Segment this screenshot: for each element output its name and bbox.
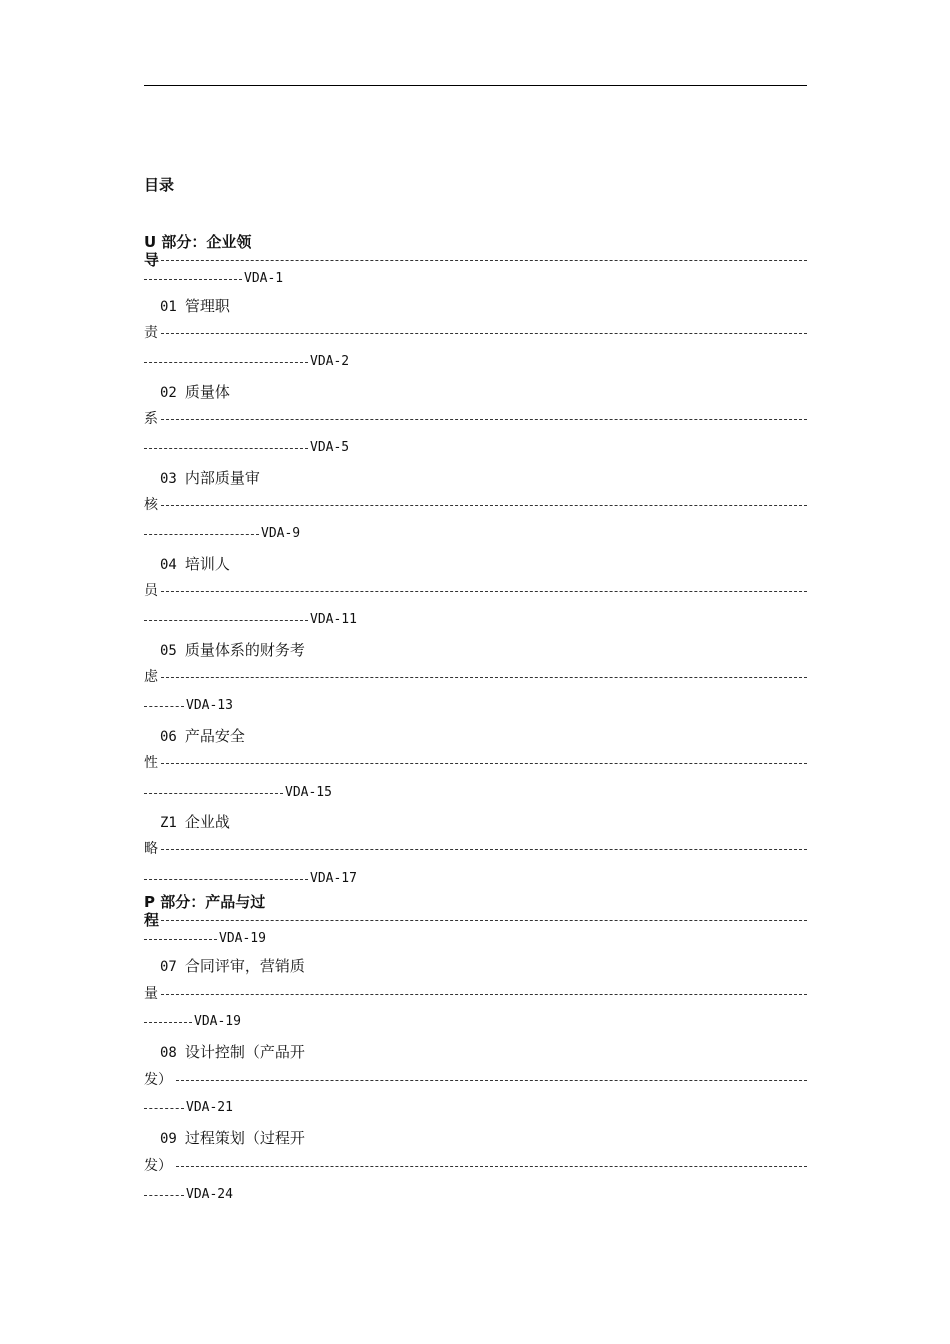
entry-title-wrap: 员 [144, 583, 158, 599]
dot-leader [144, 939, 217, 940]
page-ref: VDA-1 [244, 271, 284, 286]
entry-06-leader-row [144, 754, 807, 772]
dot-leader [161, 505, 807, 506]
entry-number: Z1 [160, 815, 177, 831]
entry-title-wrap: 责 [144, 325, 158, 341]
entry-09-leader-row [144, 1157, 807, 1175]
entry-03-page-row[interactable] [144, 526, 300, 542]
entry-title-wrap: 发） [144, 1158, 172, 1174]
dot-leader [176, 1080, 807, 1081]
entry-number: 02 [160, 385, 177, 401]
dot-leader [144, 793, 283, 794]
entry-title: 合同评审，营销质 [184, 957, 305, 975]
entry-09-page-row[interactable] [144, 1187, 233, 1203]
toc-entry-02[interactable] [160, 381, 230, 402]
page-ref: VDA-11 [310, 612, 357, 627]
entry-title: 培训人 [184, 555, 230, 573]
dot-leader [161, 419, 807, 420]
toc-entry-09[interactable] [160, 1127, 305, 1148]
toc-entry-08[interactable] [160, 1041, 305, 1062]
entry-z1-page-row[interactable] [144, 871, 357, 887]
dot-leader [176, 1166, 807, 1167]
entry-04-leader-row [144, 582, 807, 600]
entry-number: 09 [160, 1131, 177, 1147]
page-ref: VDA-24 [186, 1187, 233, 1202]
entry-title: 管理职 [184, 297, 230, 315]
entry-number: 08 [160, 1045, 177, 1061]
dot-leader [144, 534, 259, 535]
toc-entry-05[interactable] [160, 639, 305, 660]
entry-title-wrap: 性 [144, 755, 158, 771]
page-ref: VDA-15 [285, 785, 332, 800]
dot-leader [161, 994, 807, 995]
toc-title: 目录 [144, 176, 175, 194]
page-ref: VDA-21 [186, 1100, 233, 1115]
entry-title: 设计控制（产品开 [184, 1043, 305, 1061]
entry-05-leader-row [144, 668, 807, 686]
entry-08-leader-row [144, 1071, 807, 1089]
entry-title: 过程策划（过程开 [184, 1129, 305, 1147]
dot-leader [144, 1022, 192, 1023]
page-ref: VDA-13 [186, 698, 233, 713]
dot-leader [161, 677, 807, 678]
entry-title-wrap: 系 [144, 411, 158, 427]
entry-title-wrap: 量 [144, 986, 158, 1002]
toc-entry-z1[interactable] [160, 811, 230, 832]
entry-07-leader-row [144, 985, 807, 1003]
page-ref: VDA-2 [310, 354, 350, 369]
entry-title-wrap: 核 [144, 497, 158, 513]
dot-leader [144, 1108, 184, 1109]
header-rule [144, 85, 807, 86]
section-p-heading-wrap: 程 [144, 911, 160, 929]
dot-leader [144, 448, 308, 449]
section-p-leader-row [144, 911, 807, 930]
entry-z1-leader-row [144, 840, 807, 858]
entry-01-page-row[interactable] [144, 354, 349, 370]
entry-number: 03 [160, 471, 177, 487]
entry-title-wrap: 虑 [144, 669, 158, 685]
dot-leader [161, 591, 807, 592]
dot-leader [144, 279, 242, 280]
section-u-heading-wrap: 导 [144, 251, 160, 269]
toc-entry-03[interactable] [160, 467, 260, 488]
section-p-page-row[interactable] [144, 931, 266, 947]
toc-entry-04[interactable] [160, 553, 230, 574]
section-u-leader-row [144, 251, 807, 270]
page-ref: VDA-17 [310, 871, 357, 886]
dot-leader [144, 362, 308, 363]
dot-leader [161, 920, 807, 921]
entry-title: 企业战 [184, 813, 230, 831]
dot-leader [161, 333, 807, 334]
section-heading-u: U 部分：企业领 [144, 233, 252, 251]
entry-title-wrap: 发） [144, 1072, 172, 1088]
entry-number: 06 [160, 729, 177, 745]
dot-leader [144, 1195, 184, 1196]
entry-07-page-row[interactable] [144, 1014, 241, 1030]
page-ref: VDA-5 [310, 440, 350, 455]
dot-leader [144, 879, 308, 880]
page-ref: VDA-19 [194, 1014, 241, 1029]
page-ref: VDA-19 [219, 931, 266, 946]
dot-leader [161, 849, 807, 850]
page-ref: VDA-9 [261, 526, 301, 541]
toc-entry-07[interactable] [160, 955, 305, 976]
entry-04-page-row[interactable] [144, 612, 357, 628]
entry-title: 质量体 [184, 383, 230, 401]
entry-03-leader-row [144, 496, 807, 514]
section-u-page-row[interactable] [144, 271, 283, 287]
toc-entry-01[interactable] [160, 295, 230, 316]
entry-title: 产品安全 [184, 727, 245, 745]
entry-08-page-row[interactable] [144, 1100, 233, 1116]
entry-number: 07 [160, 959, 177, 975]
entry-number: 01 [160, 299, 177, 315]
entry-05-page-row[interactable] [144, 698, 233, 714]
dot-leader [161, 260, 807, 261]
entry-number: 05 [160, 643, 177, 659]
toc-entry-06[interactable] [160, 725, 245, 746]
entry-06-page-row[interactable] [144, 785, 332, 801]
dot-leader [144, 706, 184, 707]
entry-02-leader-row [144, 410, 807, 428]
entry-title: 质量体系的财务考 [184, 641, 305, 659]
entry-title-wrap: 略 [144, 841, 158, 857]
dot-leader [144, 620, 308, 621]
entry-01-leader-row [144, 324, 807, 342]
entry-02-page-row[interactable] [144, 440, 349, 456]
dot-leader [161, 763, 807, 764]
entry-number: 04 [160, 557, 177, 573]
section-heading-p: P 部分：产品与过 [144, 893, 266, 911]
entry-title: 内部质量审 [184, 469, 260, 487]
